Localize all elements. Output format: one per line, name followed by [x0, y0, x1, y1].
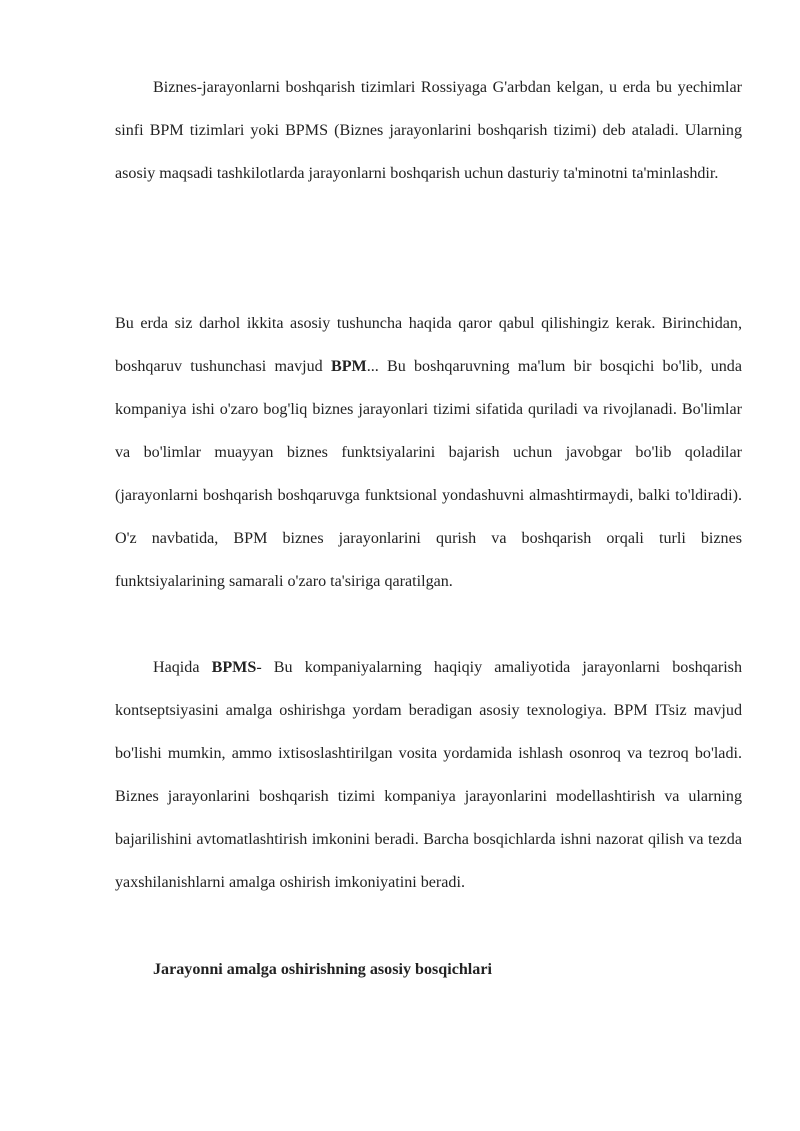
paragraph-bpm-systems-intro: Biznes-jarayonlarni boshqarish tizimlari Rossiyaga G'arbdan kelgan, u erda bu yechimlar sinfi BPM tizimlari yoki BPMS (Biznes jarayonlarini boshqarish tizimi) deb ataladi. Ularning asosiy maqsadi tashkilotlarda jarayonlarni boshqarish uchun dasturiy ta'minotni ta'minlashdir. — [115, 79, 742, 182]
section-heading: Jarayonni amalga oshirishning asosiy bosqichlari — [153, 961, 492, 978]
paragraph-bpms-technology — [115, 646, 742, 904]
paragraph-bpm-concept — [115, 302, 742, 603]
paragraph-bpm-concept-text-end: ... Bu boshqaruvning ma'lum bir bosqichi bo'lib, unda kompaniya ishi o'zaro bog'liq biznes jarayonlari tizimi sifatida quriladi va rivojlanadi. Bo'limlar va bo'limlar muayyan biznes funktsiyalarini bajarish uchun javobgar bo'lib qoladilar (jarayonlarni boshqarish boshqaruvga funktsional yondashuvni almashtirmaydi, balki to'ldiradi). O'z navbatida, BPM biznes jarayonlarini qurish va boshqarish orqali turli biznes funktsiyalarining samarali o'zaro ta'siriga qaratilgan. — [115, 358, 742, 590]
paragraph-bpms-text-end: - Bu kompaniyalarning haqiqiy amaliyotida jarayonlarni boshqarish kontseptsiyasini amalga oshirishga yordam beradigan asosiy texnologiya. BPM ITsiz mavjud bo'lishi mumkin, ammo ixtisoslashtirilgan vosita yordamida ishlash osonroq va tezroq bo'ladi. Biznes jarayonlarini boshqarish tizimi kompaniya jarayonlarini modellashtirish va ularning bajarilishini avtomatlashtirish imkonini beradi. Barcha bosqichlarda ishni nazorat qilish va tezda yaxshilanishlarni amalga oshirish imkoniyatini beradi. — [115, 659, 742, 891]
term-bpm: BPM — [330, 358, 367, 375]
term-bpms: BPMS — [211, 659, 257, 676]
paragraph-bpms-text-start: Haqida — [153, 659, 212, 676]
paragraph-bpm-concept-text-start: Bu erda siz darhol ikkita asosiy tushuncha haqida qaror qabul qilishingiz kerak. Birinchidan, boshqaruv tushunchasi mavjud — [115, 315, 742, 375]
